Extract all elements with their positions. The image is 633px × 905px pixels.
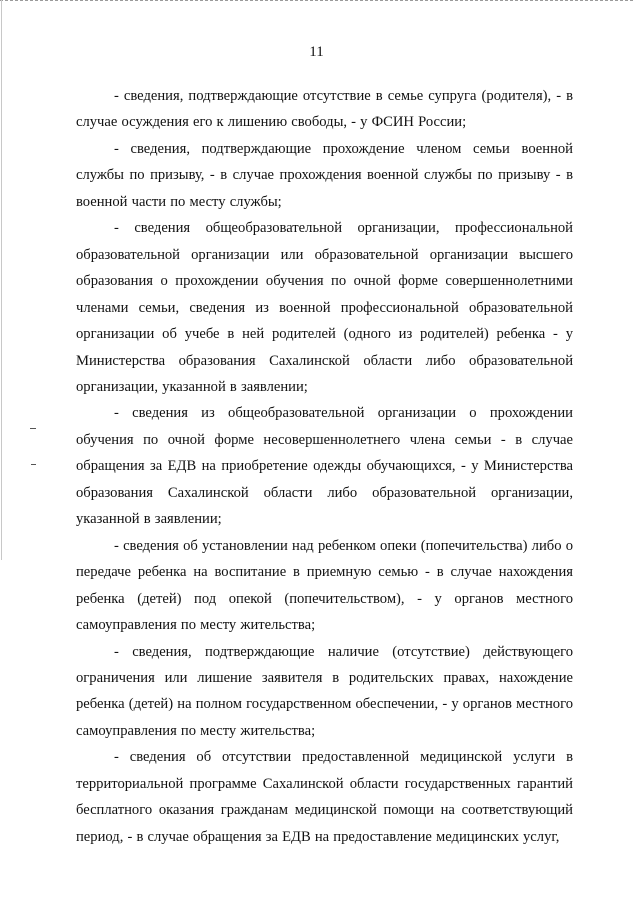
margin-mark xyxy=(31,464,36,465)
margin-mark xyxy=(30,428,36,429)
list-item-parental-rights-info: - сведения, подтверждающие наличие (отсутствие) действующего ограничения или лишение заявителя в родительских правах, нахождение ребенка (детей) на полном государственном обеспечении, - у органов местного самоуправления по месту жительства; xyxy=(76,643,573,739)
list-item-military-service-info: - сведения, подтверждающие прохождение членом семьи военной службы по призыву, - в случае прохождения военной службы по призыву - в военной части по месту службы; xyxy=(76,140,573,210)
scan-top-edge xyxy=(0,0,633,5)
list-item-school-attendance-info: - сведения из общеобразовательной организации о прохождении обучения по очной форме несовершеннолетнего члена семьи - в случае обращения за ЕДВ на приобретение одежды обучающихся, - у Министерства образования Сахалинской области либо образовательной организации, указанной в заявлении; xyxy=(76,405,573,528)
list-item-fsin-info: - сведения, подтверждающие отсутствие в семье супруга (родителя), - в случае осуждения его к лишению свободы, - у ФСИН России; xyxy=(76,88,573,131)
document-body xyxy=(76,83,573,850)
list-item-medical-service-info: - сведения об отсутствии предоставленной медицинской услуги в территориальной программе Сахалинской области государственных гарантий бесплатного оказания гражданам медицинской помощи на соответствующий период, - в случае обращения за ЕДВ на предоставление медицинских услуг, xyxy=(76,749,573,845)
page-number: 11 xyxy=(309,44,324,60)
scan-left-edge xyxy=(1,0,2,560)
list-item-guardianship-info: - сведения об установлении над ребенком опеки (попечительства) либо о передаче ребенка на воспитание в приемную семью - в случае нахождения ребенка (детей) под опекой (попечительством), - у органов местного самоуправления по месту жительства; xyxy=(76,537,573,634)
list-item-education-info: - сведения общеобразовательной организации, профессиональной образовательной организации или образовательной организации высшего образования о прохождении обучения по очной форме совершеннолетними членами семьи, сведения из военной профессиональной образовательной организации об учебе в ней родителей (одного из родителей) ребенка - у Министерства образования Сахалинской области либо образовательной организации, указанной в заявлении; xyxy=(76,220,573,395)
